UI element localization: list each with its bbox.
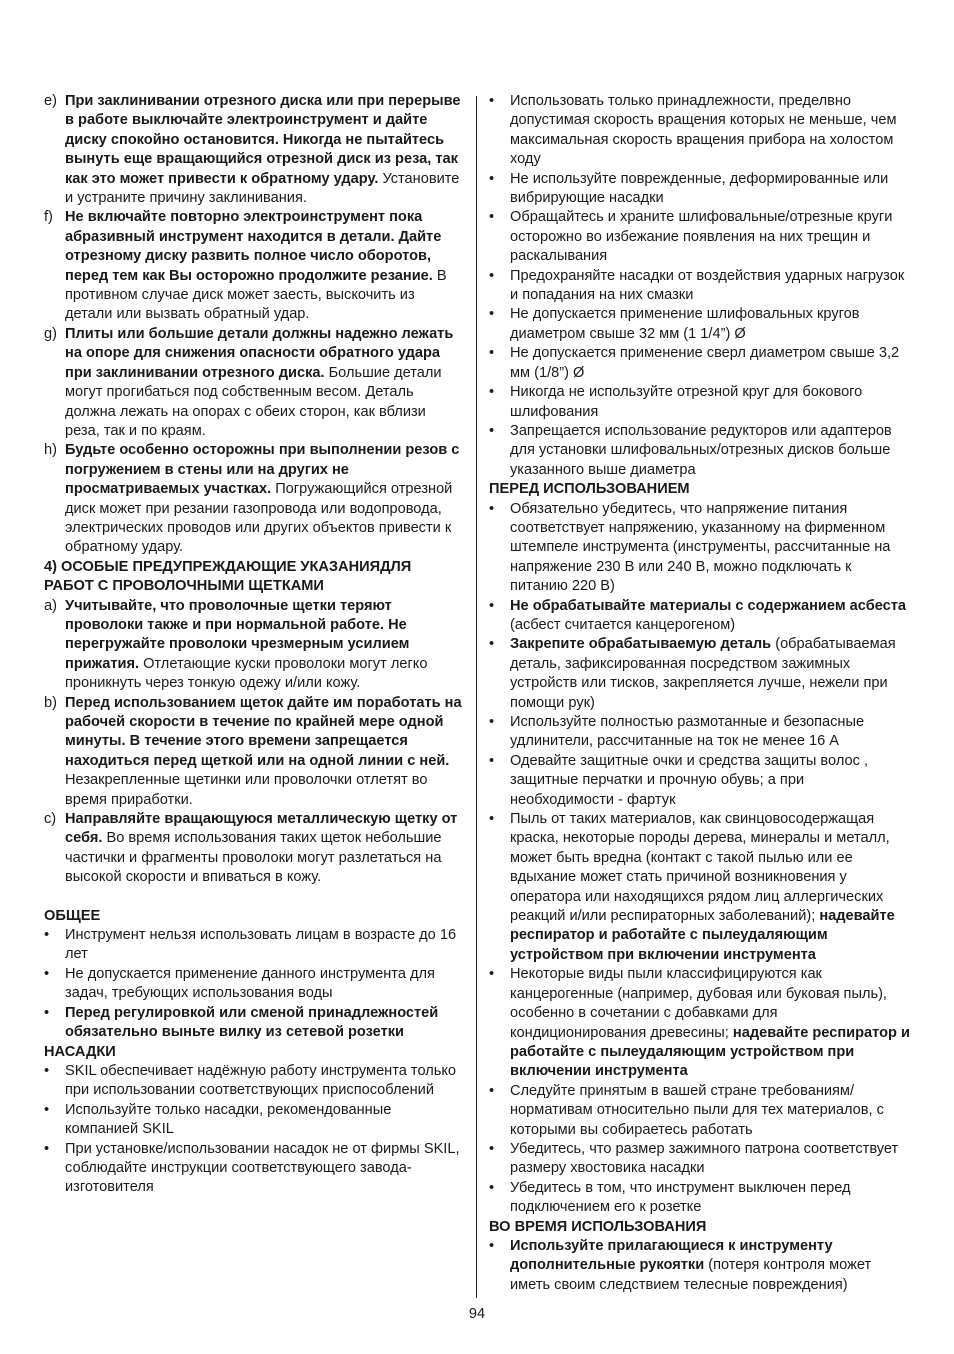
bullet-item: [489, 1082, 911, 1140]
list-item: [44, 597, 464, 694]
item-normal-text: Использовать только принадлежности, пределвно допустимая скорость вращения которых не меньше, чем максимальная скорость вращения прибора на холостом ходу: [510, 93, 897, 168]
bullet-marker: •: [489, 384, 495, 401]
bullet-item: [44, 1140, 464, 1198]
bullet-item: [489, 752, 911, 810]
bullet-marker: •: [489, 1140, 495, 1157]
item-normal-text: Установите и устраните причину заклинивания.: [65, 170, 460, 207]
bullet-marker: •: [489, 1179, 495, 1196]
item-bold-text: Перед использованием щеток дайте им поработать на рабочей скорости в течение по крайней мере одной минуты. В течение этого времени запрещается находиться перед щеткой или на одной линии с ней.: [65, 694, 462, 769]
bullet-marker: •: [489, 500, 495, 517]
item-text: [510, 384, 862, 419]
item-normal-text: Не допускается применение сверл диаметром свыше 3,2 мм (1/8”) Ø: [510, 345, 900, 381]
bullet-item: [489, 422, 911, 480]
bullet-marker: •: [489, 636, 495, 653]
section-heading: НАСАДКИ: [44, 1043, 116, 1060]
bullet-item: [44, 965, 464, 1004]
item-text: [510, 753, 868, 808]
item-normal-text: Никогда не используйте отрезной круг для бокового шлифования: [510, 384, 863, 420]
item-marker: h): [44, 442, 57, 459]
bullet-marker: •: [489, 597, 495, 614]
item-normal-text: Запрещается использование редукторов или адаптеров для установки шлифовальных/отрезных дисков больше указанного выше диаметра: [510, 422, 892, 478]
item-normal-text: Инструмент нельзя использовать лицам в возрасте до 16 лет: [65, 927, 457, 963]
item-normal-text: Убедитесь в том, что инструмент выключен перед подключением его к розетке: [510, 1179, 851, 1216]
bullet-marker: •: [489, 1082, 495, 1099]
list-item: [44, 325, 464, 441]
bullet-item: [489, 597, 911, 636]
item-normal-text: В противном случае диск может заесть, выскочить из детали или вызвать обратный удар.: [65, 267, 447, 323]
item-bold-text: Плиты или большие детали должны надежно лежать на опоре для снижения опасности обратного удара при заклинивании отрезного диска.: [65, 325, 454, 381]
item-text: [65, 1102, 391, 1137]
bullet-item: [44, 1062, 464, 1101]
item-normal-text: Обращайтесь и храните шлифовальные/отрезные круги осторожно во избежание появления на них трещин и раскалывания: [510, 209, 893, 265]
bullet-item: [489, 267, 911, 306]
item-text: [510, 1238, 871, 1293]
bullet-item: [489, 965, 911, 1081]
bullet-item: [44, 1101, 464, 1140]
item-text: [510, 811, 895, 963]
item-marker: g): [44, 325, 57, 342]
item-bold-text: Учитывайте, что проволочные щетки теряют проволоки также и при нормальной работе. Не перегружайте проволоки чрезмерным усилием прижатия.: [65, 597, 410, 672]
item-text: [510, 1141, 898, 1176]
bullet-marker: •: [489, 811, 495, 828]
spacer: [44, 888, 464, 907]
item-normal-text: Убедитесь, что размер зажимного патрона соответствует размеру хвостовика насадки: [510, 1140, 899, 1177]
list-item: [44, 441, 464, 557]
item-bold-text: Будьте особенно осторожны при выполнении резов с погружением в стены или на других не просматриваемых участках.: [65, 442, 460, 498]
bullet-item: [489, 500, 911, 597]
bullet-marker: •: [489, 209, 495, 226]
section-heading: ОБЩЕЕ: [44, 907, 101, 924]
bullet-item: [489, 810, 911, 965]
item-bold-text: Не включайте повторно электроинструмент пока абразивный инструмент находится в детали. Дайте отрезному диску развить полное число оборотов, перед тем как Вы осторожно продолжите резание.: [65, 209, 442, 284]
item-bold-text: надевайте респиратор и работайте с пылеудаляющим устройством при включении инструмента: [510, 1024, 910, 1080]
item-bold-text: При заклинивании отрезного диска или при перерыве в работе выключайте электроинструмент и дайте диску спокойно остановится. Никогда не пытайтесь вынуть еще вращающийся отрезной диск из реза, так как это может привести к обратному удару.: [65, 93, 461, 187]
item-text: [510, 1083, 884, 1138]
item-bold-text: Не обрабатывайте материалы с содержанием асбеста: [510, 597, 907, 614]
bullet-item: [489, 713, 911, 752]
item-text: [510, 636, 896, 710]
item-text: [510, 171, 888, 206]
item-marker: f): [44, 209, 53, 226]
item-normal-text: (обрабатываемая деталь, зафиксированная посредством зажимных устройств или тисков, закрепляется лучше, нежели при помощи рук): [510, 636, 896, 711]
item-text: [510, 598, 906, 633]
item-bold-text: надевайте респиратор и работайте с пылеудаляющим устройством при включении инструмента: [510, 908, 895, 963]
section-heading: ПЕРЕД ИСПОЛЬЗОВАНИЕМ: [489, 481, 690, 498]
item-text: [510, 306, 860, 341]
bullet-item: [489, 635, 911, 713]
column-divider: [476, 96, 477, 1298]
item-text: [65, 598, 427, 692]
item-text: [65, 1141, 460, 1196]
bullet-marker: •: [489, 752, 495, 769]
section-heading: 4) ОСОБЫЕ ПРЕДУПРЕЖДАЮЩИЕ УКАЗАНИЯДЛЯ РАБОТ С ПРОВОЛОЧНЫМИ ЩЕТКАМИ: [44, 558, 412, 595]
bullet-item: [44, 926, 464, 965]
item-normal-text: Некоторые виды пыли классифицируются как канцерогенные (например, дубовая или буковая пыль), особенно в сочетании с добавками для кондиционирования древесины;: [510, 966, 887, 1041]
item-normal-text: Пыль от таких материалов, как свинцовосодержащая краска, некоторые породы дерева, минералы и металл, может быть вредна (контакт с такой пылью или ее вдыхание может стать причиной возникновения у оператора или находящихся рядом лиц аллергических реакций и/или респираторных заболеваний);: [510, 811, 890, 925]
bullet-marker: •: [44, 1004, 50, 1021]
item-normal-text: Используйте только насадки, рекомендованные компанией SKIL: [65, 1101, 392, 1138]
bullet-marker: •: [489, 306, 495, 323]
bullet-marker: •: [44, 1140, 50, 1157]
item-normal-text: Не допускается применение данного инструмента для задач, требующих использования воды: [65, 965, 435, 1002]
item-text: [65, 1063, 456, 1098]
item-text: [510, 93, 897, 167]
item-bold-text: Используйте прилагающиеся к инструменту дополнительные рукоятки: [510, 1237, 833, 1274]
item-text: [65, 93, 460, 206]
bullet-item: [489, 1140, 911, 1179]
item-normal-text: Незакрепленные щетинки или проволочки отлетят во время приработки.: [65, 772, 428, 808]
item-text: [510, 209, 892, 264]
item-bold-text: Перед регулировкой или сменой принадлежностей обязательно выньте вилку из сетевой розетки: [65, 1004, 439, 1041]
bullet-item: [489, 92, 911, 170]
right-column: [489, 92, 911, 1295]
bullet-marker: •: [44, 927, 50, 944]
item-normal-text: SKIL обеспечивает надёжную работу инструмента только при использовании соответствующих приспособлений: [65, 1062, 457, 1099]
item-text: [65, 811, 457, 885]
item-text: [65, 695, 462, 808]
item-text: [510, 423, 892, 478]
item-normal-text: Используйте полностью размотанные и безопасные удлинители, рассчитанные на ток не менее 16 А: [510, 714, 865, 750]
item-marker: a): [44, 597, 57, 614]
item-text: [65, 927, 456, 962]
item-normal-text: Отлетающие куски проволоки могут легко проникнуть через тонкую одежу и/или кожу.: [65, 655, 428, 692]
item-text: [65, 209, 447, 322]
bullet-marker: •: [44, 1062, 50, 1079]
list-item: [44, 810, 464, 888]
item-text: [65, 966, 435, 1001]
bullet-marker: •: [489, 1237, 495, 1254]
item-normal-text: Предохраняйте насадки от воздействия ударных нагрузок и попадания на них смазки: [510, 267, 905, 304]
item-text: [65, 1005, 438, 1040]
bullet-item: [44, 1004, 464, 1043]
item-normal-text: (асбест считается канцерогеном): [510, 616, 736, 633]
bullet-item: [489, 170, 911, 209]
item-text: [65, 442, 459, 555]
item-text: [510, 966, 910, 1079]
bullet-item: [489, 344, 911, 383]
item-normal-text: Не допускается применение шлифовальных кругов диаметром свыше 32 мм (1 1/4”) Ø: [510, 306, 860, 342]
bullet-item: [489, 1237, 911, 1295]
item-normal-text: (потеря контроля может иметь своим следствием телесные повреждения): [510, 1257, 872, 1293]
bullet-item: [489, 1179, 911, 1218]
item-bold-text: Направляйте вращающуюся металлическую щетку от себя.: [65, 811, 458, 847]
item-normal-text: При установке/использовании насадок не от фирмы SKIL, соблюдайте инструкции соответствующего завода-изготовителя: [65, 1140, 460, 1196]
bullet-marker: •: [44, 1101, 50, 1118]
list-item: [44, 694, 464, 810]
item-normal-text: Не используйте поврежденные, деформированные или вибрирующие насадки: [510, 170, 889, 207]
bullet-marker: •: [489, 714, 495, 730]
bullet-marker: •: [44, 965, 50, 982]
bullet-item: [489, 305, 911, 344]
item-text: [510, 345, 899, 380]
item-bold-text: Закрепите обрабатываемую деталь: [510, 636, 772, 653]
item-marker: b): [44, 694, 57, 711]
left-column: [44, 92, 464, 1198]
page-number: 94: [468, 1306, 486, 1322]
item-normal-text: Обязательно убедитесь, что напряжение питания соответствует напряжению, указанному на фирменном штемпеле инструмента (инструменты, рассчитанные на напряжение 230 В или 240 В, можно подключать к питанию 220 В): [510, 500, 891, 595]
bullet-marker: •: [489, 170, 495, 187]
item-text: [510, 714, 864, 749]
bullet-marker: •: [489, 93, 495, 109]
item-normal-text: Во время использования таких щеток небольшие частички и фрагменты проволоки могут разлетаться на высокой скорости и впиваться в кожу.: [65, 830, 442, 886]
item-marker: e): [44, 93, 57, 109]
item-text: [510, 268, 904, 303]
item-text: [510, 501, 890, 595]
bullet-item: [489, 383, 911, 422]
item-marker: c): [44, 811, 57, 828]
list-item: [44, 208, 464, 324]
item-text: [510, 1180, 851, 1215]
item-normal-text: Следуйте принятым в вашей стране требованиям/ нормативам относительно пыли для тех материалов, с которыми вы собираетесь работать: [510, 1082, 884, 1138]
item-normal-text: Большие детали могут прогибаться под собственным весом. Деталь должна лежать на опорах с обеих сторон, как вблизи реза, так и по краям.: [65, 364, 442, 439]
section-heading: ВО ВРЕМЯ ИСПОЛЬЗОВАНИЯ: [489, 1218, 707, 1235]
item-normal-text: Одевайте защитные очки и средства защиты волос , защитные перчатки и прочную обувь; а при необходимости - фартук: [510, 752, 869, 808]
bullet-marker: •: [489, 345, 495, 362]
list-item: [44, 92, 464, 208]
item-text: [65, 326, 453, 439]
bullet-marker: •: [489, 966, 495, 983]
bullet-marker: •: [489, 267, 495, 284]
item-normal-text: Погружающийся отрезной диск может при резании газопровода или водопровода, электрических проводов или других объектов привести к обратному удару.: [65, 481, 453, 556]
bullet-marker: •: [489, 422, 495, 439]
bullet-item: [489, 208, 911, 266]
